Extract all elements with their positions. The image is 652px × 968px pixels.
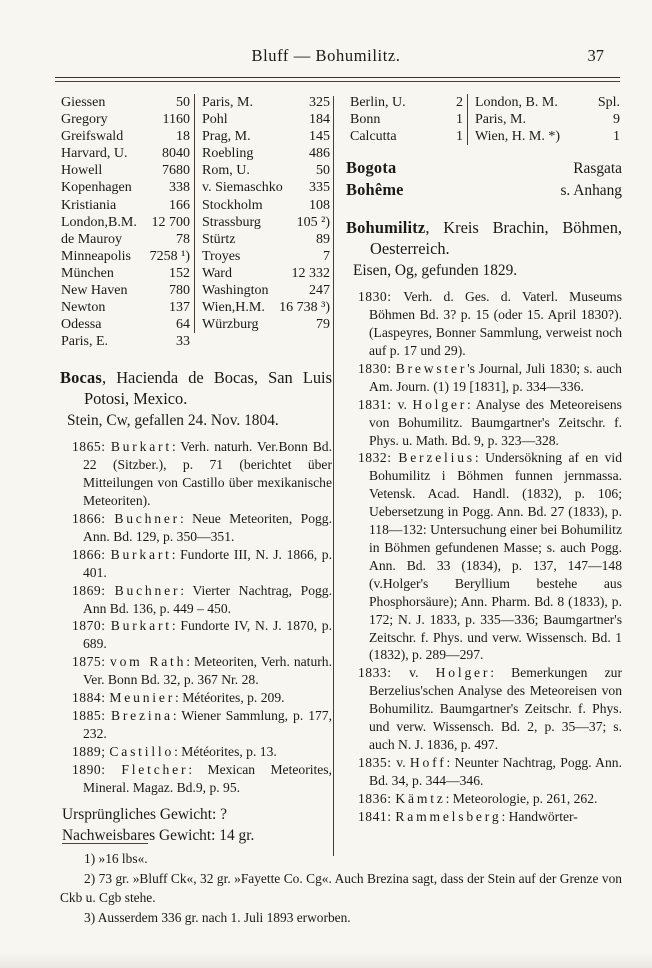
reference-text: : Analyse des Meteoreisens von Bohumilitz. Baumgartner's Zeitschr. f. Phys. u. Math. Bd. 9, p. 323—328. [369,396,622,448]
boheme-entry [346,180,622,200]
reference-text: : Wiener Sammlung, p. 177, 232. [83,708,332,741]
collection-name: Giessen [61,95,106,110]
reference-text: : Meteorologie, p. 261, 262. [445,790,598,806]
reference-year: 1866: [72,546,111,562]
collection-name: v. Siemaschko [194,179,309,196]
table-row [60,299,332,316]
bocas-original-weight: Ursprüngliches Gewicht: ? [62,805,227,823]
collection-count: 2 [456,95,463,110]
bohumilitz-classification-line: Eisen, Og, gefunden 1829. [353,262,518,280]
collection-count: 9 [613,112,620,128]
collection-count: 50 [316,163,330,179]
collection-count: 7680 [162,163,190,179]
reference-item [72,761,332,797]
reference-author: Castillo [109,743,175,759]
collection-name: München [61,265,114,281]
collection-count: 7258 ¹) [149,248,190,264]
reference-year: 1832: [358,450,399,466]
collection-count: 64 [176,317,190,333]
reference-year: 1870: [72,618,111,634]
reference-text: : Undersökning af en vid Bohumilitz i Böhmen funnen jernmassa. Vetensk. Acad. Handl. (1832), p. 106; Uebersetzung in Pogg. Ann. Bd. 27 (1833), p. 118—132: Untersuchung einer bei Bohumilitz in Böhmen gefundenen Masse; s. auch Pogg. Ann. Bd. 33 (1834), p. 137, 147—148 (v.Holger's Beryllium bestehe aus Phosphorsäure); Ann. Pharm. Bd. 8 (1833), p. 172; N. J. 1833, p. 335—336; Baumgartner's Zeitschr. f. Phys. und verw. Wissensch. Bd. 1 (1832), p. 289—297. [369,450,622,663]
table-row [60,94,332,111]
reference-year: 1865: [72,439,111,455]
collection-count: 78 [176,231,190,247]
table-row [346,111,622,128]
reference-item [358,754,622,790]
reference-text: : Fundorte III, N. J. 1866, p. 401. [83,546,332,580]
collection-count: 7 [323,248,330,264]
table-row [60,231,332,248]
bohumilitz-collections-table [346,94,622,145]
bohumilitz-entry-heading [346,217,622,259]
footnote-item: 1) »16 lbs«. [84,851,148,866]
reference-author: Buchner [114,582,181,598]
footnote-item: 3) Ausserdem 336 gr. nach 1. Juli 1893 erworben. [84,909,351,925]
collection-name: Stockholm [194,197,309,214]
collection-name: Paris, M. [467,111,613,128]
reference-text: : Mexican Meteorites, Mineral. Magaz. Bd.9, p. 95. [83,761,332,795]
table-row [60,162,332,179]
reference-item [358,790,622,808]
reference-text: : Verh. naturh. Ver.Bonn Bd. 22 (Sitzber.), p. 71 (berichtet über Mitteilungen von Castillo über mexikanische Meteoriten). [83,439,332,509]
collection-count: 780 [169,283,190,299]
bohumilitz-heading-rest: , Kreis Brachin, Böhmen, Oesterreich. [370,218,622,259]
collection-name: Gregory [61,112,108,128]
collection-name: Kristiania [61,197,117,213]
table-row [60,265,332,282]
collection-count: 105 ²) [296,214,330,230]
collection-name: Pohl [194,111,309,128]
reference-author: Holger [435,665,491,681]
reference-year: 1830: [358,360,396,376]
reference-item [72,546,332,582]
collection-name: Ward [194,265,292,282]
column-divider-rule [333,96,334,856]
reference-year: 1869: [72,582,115,598]
collection-count: 16 738 ³) [279,300,330,316]
boheme-crossref: s. Anhang [560,182,622,200]
reference-item [358,360,622,396]
right-column [346,94,622,825]
bocas-classification-line: Stein, Cw, gefallen 24. Nov. 1804. [67,412,279,430]
reference-year: 1890: [72,761,122,777]
footnote-rule [62,843,148,844]
collection-count: 1 [456,112,463,128]
running-head [40,46,612,70]
table-row [60,128,332,145]
collection-name: Odessa [61,317,102,333]
reference-item [358,808,622,826]
bocas-entry-heading [60,367,332,409]
reference-year: 1875: [72,654,110,670]
collection-name: Würzburg [194,316,316,333]
collection-count: 12 700 [151,214,190,230]
collection-count: 338 [169,180,190,196]
collection-count: 137 [169,300,190,316]
reference-author: Brezina [110,708,173,723]
collection-count: 247 [309,283,330,299]
collection-name: Harvard, U. [61,146,128,162]
collection-name: Kopenhagen [61,180,132,196]
table-row [60,214,332,231]
reference-item [72,582,332,618]
header-rule [55,77,620,82]
collection-count: Spl. [597,95,620,110]
collection-count: 33 [176,334,190,350]
bocas-heading-rest: , Hacienda de Bocas, San Luis Potosi, Mexico. [84,368,332,409]
collection-name: New Haven [61,283,128,299]
collection-count: 12 332 [291,265,330,281]
table-row [346,128,622,145]
reference-author: Berzelius [398,450,475,466]
collection-name: Stürtz [194,231,316,248]
reference-author: Rammelsberg [395,808,502,824]
reference-text: : Vierter Nachtrag, Pogg. Ann Bd. 136, p. 449 – 450. [83,582,332,616]
reference-author: Burkart [110,618,172,634]
collection-count: 145 [309,129,330,145]
reference-text: Verh. d. Ges. d. Vaterl. Museums Böhmen Bd. 3? p. 15 (oder 15. April 1830?). (Laspeyres, Bonner Sammlung, verweist noch auf p. 17 und 29). [369,289,622,358]
collection-name: London, B. M. [467,94,598,111]
reference-text: : Météorites, p. 13. [174,743,277,759]
reference-item [358,288,622,360]
reference-year: 1835: [358,754,397,770]
table-row [346,94,622,111]
collection-count: 1 [613,129,620,145]
collection-name: Strassburg [194,214,297,231]
reference-author: Buchner [114,511,180,527]
collection-name: Rom, U. [194,162,316,179]
collection-name: Troyes [194,248,323,265]
collection-name: Paris, E. [61,334,109,350]
collection-count: 486 [309,146,330,162]
table-row [60,282,332,299]
bohumilitz-headword: Bohumilitz [346,218,426,238]
reference-author: Hoff [409,754,447,770]
collection-name: de Mauroy [61,231,123,247]
table-row [60,333,332,350]
reference-text: v. [409,665,436,681]
reference-author: Kämtz [395,790,446,806]
collection-count: 166 [169,197,190,213]
collection-count: 1160 [162,112,190,128]
reference-item [72,510,332,546]
collection-name: Minneapolis [61,248,131,264]
collection-name: Washington [194,282,309,299]
bogota-entry [346,158,622,178]
bocas-headword: Bocas [60,368,102,388]
reference-year: 1831: [358,396,398,412]
table-row [60,145,332,162]
reference-item [358,449,622,664]
collection-name: Berlin, U. [350,95,406,110]
reference-item [72,743,332,761]
collection-name: Wien,H.M. [194,299,279,316]
reference-item [72,653,332,689]
reference-item [72,707,332,743]
collection-count: 152 [169,265,190,281]
reference-text: : Météorites, p. 209. [175,690,285,706]
table-row [60,197,332,214]
reference-text: v. [396,754,410,770]
bogota-crossref: Rasgata [573,160,622,178]
reference-author: Holger [412,396,468,412]
reference-text: : Bemerkungen zur Berzelius'schen Analyse des Meteoreisen von Bohumilitz. Baumgartner's Zeitschr. f. Phys. und verw. Wissensch. Bd. 2, p. 35—37; s. auch N. J. 1836, p. 497. [369,665,622,752]
reference-author: Burkart [110,546,172,562]
bocas-references [72,438,332,796]
collection-name: Newton [61,300,106,316]
reference-text: : Handwörter- [501,808,578,824]
reference-author: vom Rath [109,654,187,670]
reference-item [72,438,332,510]
bogota-headword: Bogota [346,158,397,178]
bluff-collections-table [60,94,332,350]
bohumilitz-references [358,288,622,825]
collection-name: Howell [61,163,103,179]
reference-year: 1841: [358,808,396,824]
collection-count: 1 [456,129,463,145]
page-number: 37 [587,46,604,65]
reference-text: : Fundorte IV, N. J. 1870, p. 689. [83,618,332,652]
reference-year: 1836: [358,790,396,806]
boheme-headword: Bohême [346,180,404,200]
collection-name: Paris, M. [194,94,309,111]
footnotes [60,849,622,927]
table-row [60,111,332,128]
footnote-item: 2) 73 gr. »Bluff Ck«, 32 gr. »Fayette Co. Cg«. Auch Brezina sagt, dass der Stein auf der Grenze von Ckb u. Cgb stehe. [60,870,622,905]
left-column [60,94,332,846]
table-row [60,316,332,333]
reference-text: v. [397,396,413,412]
reference-author: Burkart [110,439,172,455]
reference-text: : Neunter Nachtrag, Pogg. Ann. Bd. 34, p. 344—346. [369,754,622,788]
collection-count: 108 [309,197,330,213]
table-row [60,248,332,265]
reference-year: 1889; [72,743,110,759]
table-row [60,179,332,196]
collection-count: 89 [316,231,330,247]
collection-count: 335 [309,180,330,196]
collection-name: London,B.M. [61,214,137,230]
reference-year: 1884: [72,690,110,706]
reference-item [358,396,622,450]
bocas-verifiable-weight: Nachweisbares Gewicht: 14 gr. [62,826,255,844]
reference-author: Fletcher [121,761,189,777]
collection-count: 8040 [162,146,190,162]
reference-author: Brewster [395,360,468,376]
reference-text: : Meteoriten, Verh. naturh. Ver. Bonn Bd. 32, p. 367 Nr. 28. [83,654,332,688]
reference-text: : Neue Meteoriten, Pogg. Ann. Bd. 129, p. 350—351. [83,511,332,544]
collection-name: Greifswald [61,129,124,145]
reference-year: 1866: [72,511,115,527]
collection-name: Roebling [194,145,309,162]
collection-name: Prag, M. [194,128,309,145]
reference-item [72,617,332,653]
collection-name: Wien, H. M. *) [467,128,613,145]
collection-name: Bonn [350,112,381,128]
page-header-title: Bluff — Bohumilitz. [251,46,401,65]
reference-item [72,689,332,707]
collection-count: 18 [176,129,190,145]
collection-count: 79 [316,317,330,333]
collection-count: 325 [309,95,330,110]
reference-year: 1830: [358,289,404,305]
collection-name: Calcutta [350,129,397,145]
reference-year: 1885: [72,708,111,723]
reference-text: 's Journal, Juli 1830; s. auch Am. Journ. (1) 19 [1831], p. 334—336. [369,360,622,394]
reference-item [358,664,622,754]
reference-year: 1833: [358,665,410,681]
reference-author: Meunier [109,690,176,706]
collection-count: 184 [309,112,330,128]
collection-count: 50 [176,95,190,110]
